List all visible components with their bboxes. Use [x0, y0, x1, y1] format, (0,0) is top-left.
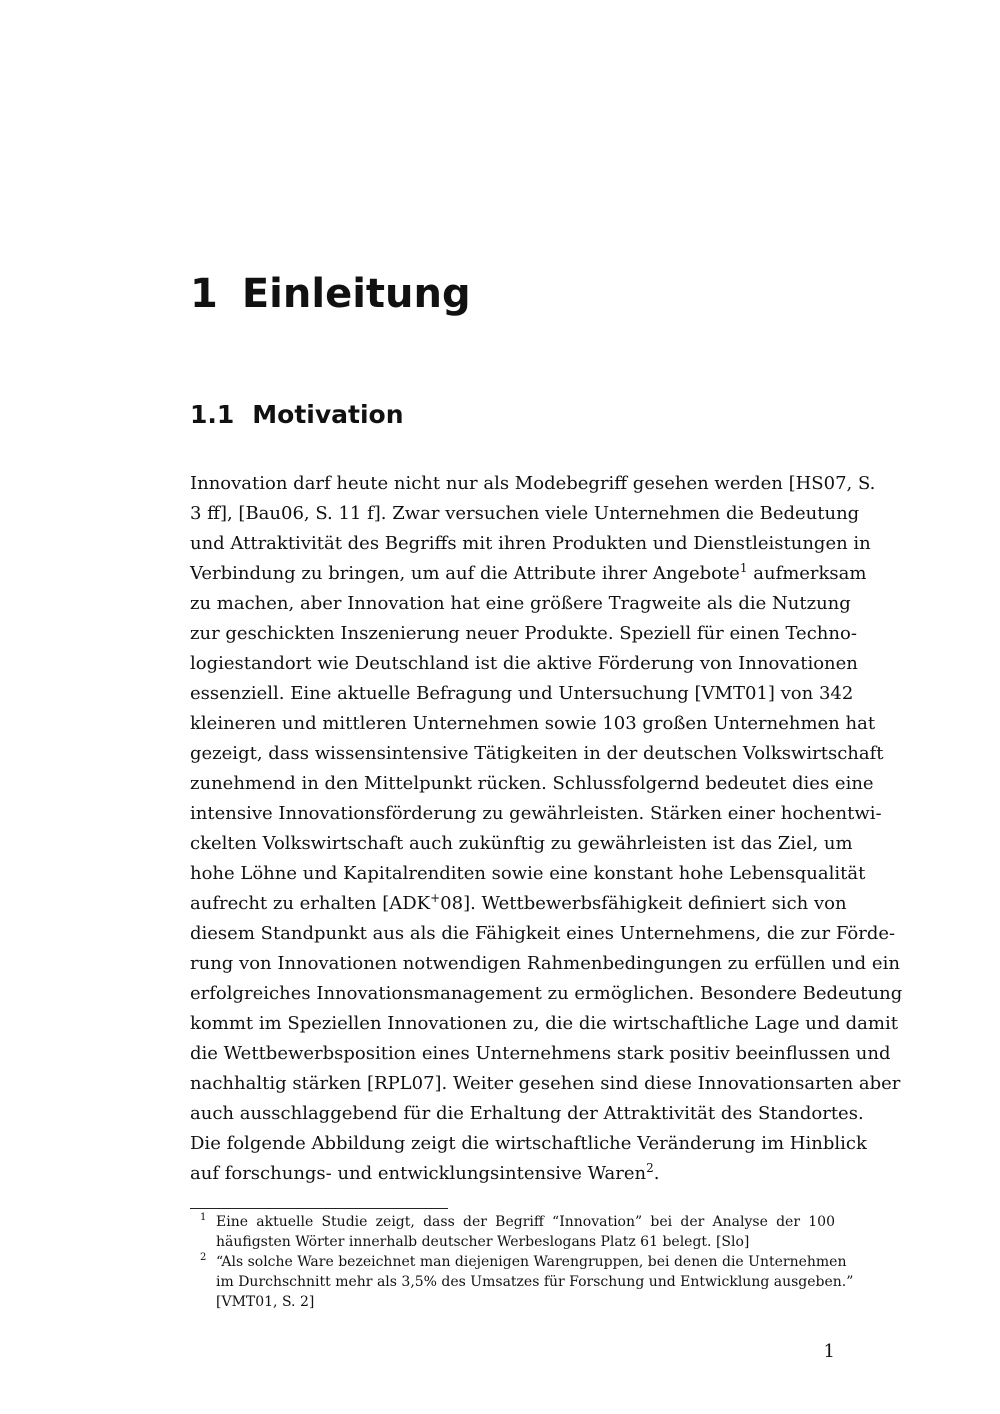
footnote-rule [190, 1208, 448, 1209]
footnotes [190, 1212, 854, 1312]
body-line: erfolgreiches Innovationsmanagement zu ermöglichen. Besondere Bedeutung [190, 983, 903, 1004]
body-line: 3 ff], [Bau06, S. 11 f]. Zwar versuchen viele Unternehmen die Bedeutung [190, 503, 860, 524]
body-line: kleineren und mittleren Unternehmen sowie 103 großen Unternehmen hat [190, 713, 876, 734]
section-number: 1.1 [190, 400, 235, 429]
body-line: gezeigt, dass wissensintensive Tätigkeiten in der deutschen Volkswirtschaft [190, 743, 884, 764]
body-line: ckelten Volkswirtschaft auch zukünftig zu gewährleisten ist das Ziel, um [190, 833, 853, 854]
footnote-line: [VMT01, S. 2] [216, 1294, 315, 1310]
body-line: die Wettbewerbsposition eines Unternehmens stark positiv beeinflussen und [190, 1043, 891, 1064]
body-line: Innovation darf heute nicht nur als Modebegriff gesehen werden [HS07, S. [190, 473, 876, 494]
body-line: logiestandort wie Deutschland ist die aktive Förderung von Innovationen [190, 653, 858, 674]
body-line: Verbindung zu bringen, um auf die Attribute ihrer Angebote$^1$ aufmerksam [190, 561, 867, 584]
footnote-line: im Durchschnitt mehr als 3,5% des Umsatzes für Forschung und Entwicklung ausgeben.” [216, 1274, 854, 1290]
body-line: zunehmend in den Mittelpunkt rücken. Schlussfolgernd bedeutet dies eine [190, 773, 874, 794]
body-line: und Attraktivität des Begriffs mit ihren Produkten und Dienstleistungen in [190, 533, 871, 554]
body-line: Die folgende Abbildung zeigt die wirtschaftliche Veränderung im Hinblick [190, 1133, 867, 1154]
body-line: essenziell. Eine aktuelle Befragung und Untersuchung [VMT01] von 342 [190, 683, 854, 704]
footnote-marker: 2 [646, 1161, 654, 1175]
section-heading [190, 397, 404, 433]
body-line: rung von Innovationen notwendigen Rahmenbedingungen zu erfüllen und ein [190, 953, 900, 974]
body-line: auch ausschlaggebend für die Erhaltung der Attraktivität des Standortes. [190, 1103, 864, 1124]
footnote-line: häufigsten Wörter innerhalb deutscher Werbeslogans Platz 61 belegt. [Slo] [216, 1234, 750, 1250]
footnote-line: Eine aktuelle Studie zeigt, dass der Begriff “Innovation” bei der Analyse der 100 [216, 1214, 835, 1230]
chapter-number: 1 [190, 271, 218, 317]
body-line: zu machen, aber Innovation hat eine größere Tragweite als die Nutzung [190, 593, 851, 614]
footnote-marker: 1 [739, 561, 748, 575]
footnote-2 [190, 1252, 854, 1312]
body-line: nachhaltig stärken [RPL07]. Weiter gesehen sind diese Innovationsarten aber [190, 1073, 901, 1094]
citation-superscript: + [430, 891, 441, 905]
footnote-1 [190, 1212, 835, 1252]
body-line: intensive Innovationsförderung zu gewährleisten. Stärken einer hochentwi- [190, 803, 882, 824]
body-paragraph [190, 469, 903, 1189]
page-number: 1 [823, 1341, 835, 1362]
section-title: Motivation [252, 400, 404, 429]
footnote-number: 2 [200, 1252, 207, 1263]
body-line: hohe Löhne und Kapitalrenditen sowie eine konstant hohe Lebensqualität [190, 863, 866, 884]
body-line: auf forschungs- und entwicklungsintensive Waren$^2$. [190, 1161, 660, 1184]
body-line: diesem Standpunkt aus als die Fähigkeit eines Unternehmens, die zur Förde- [190, 923, 896, 944]
body-line: zur geschickten Inszenierung neuer Produkte. Speziell für einen Techno- [190, 623, 857, 644]
footnote-number: 1 [200, 1212, 207, 1223]
chapter-heading [190, 268, 471, 320]
body-line: aufrecht zu erhalten [ADK+08]. Wettbewerbsfähigkeit definiert sich von [190, 891, 847, 914]
footnote-line: “Als solche Ware bezeichnet man diejenigen Warengruppen, bei denen die Unternehmen [216, 1254, 847, 1270]
chapter-title: Einleitung [241, 271, 471, 317]
body-line: kommt im Speziellen Innovationen zu, die die wirtschaftliche Lage und damit [190, 1013, 898, 1034]
